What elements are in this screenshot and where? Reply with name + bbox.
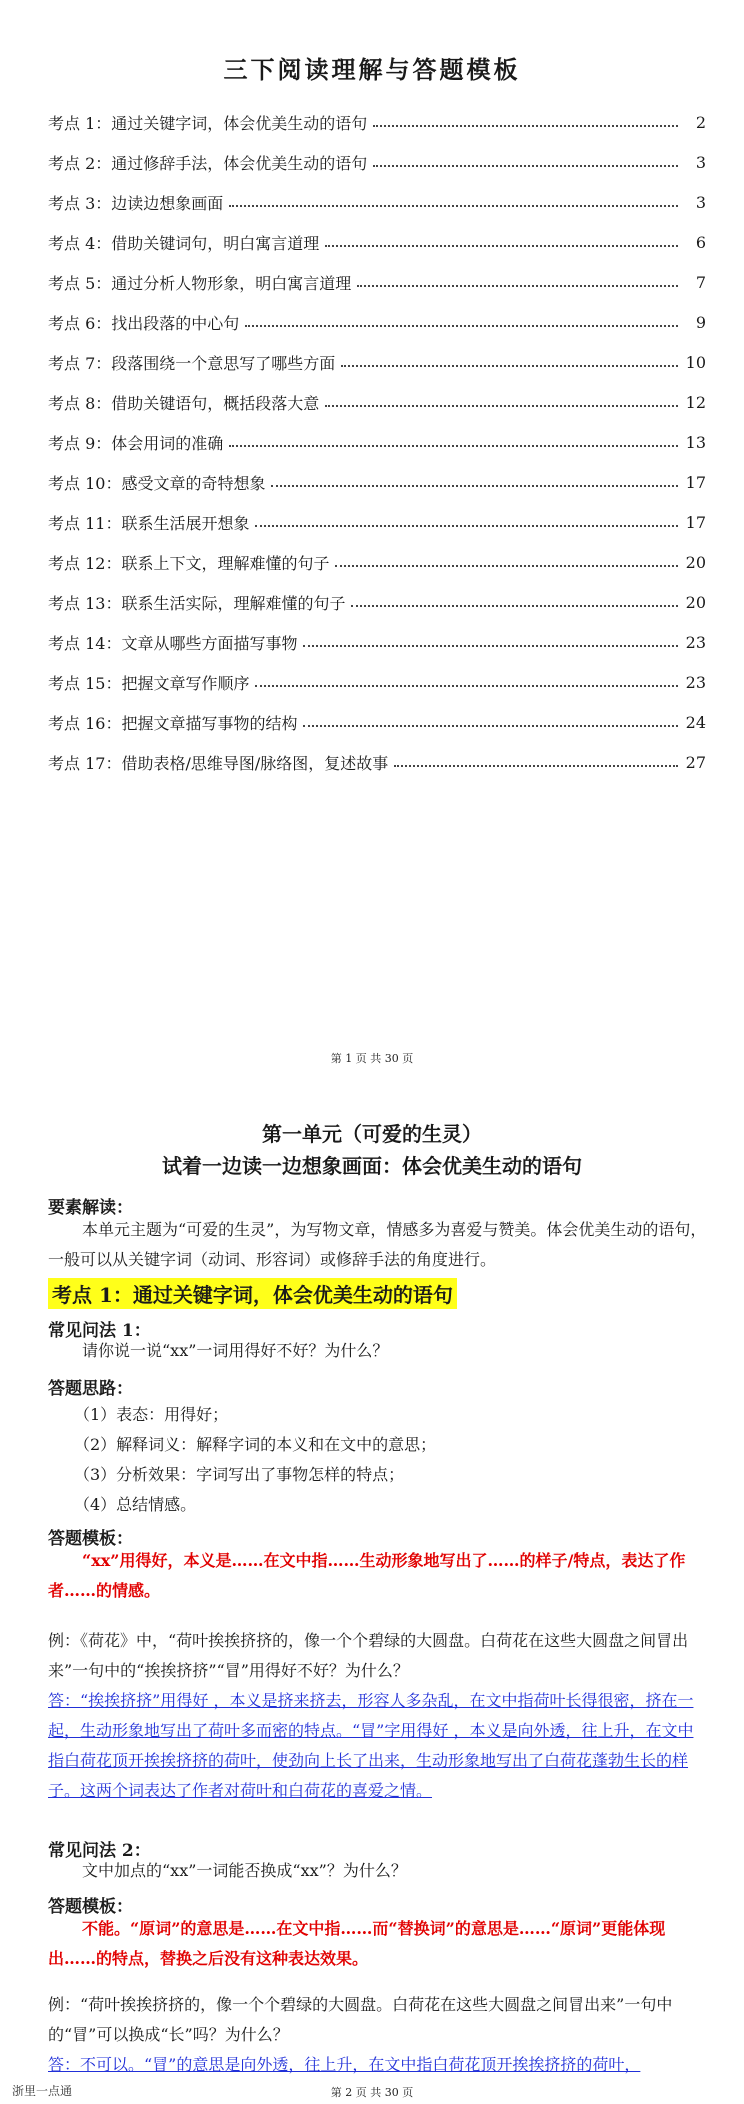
toc-page-number: 10: [685, 352, 706, 372]
page-footer: 第 1 页 共 30 页: [330, 1052, 414, 1065]
toc-entry[interactable]: [48, 102, 706, 142]
toc-entry-label: 考点 14：文章从哪些方面描写事物: [48, 633, 298, 653]
toc-page-number: 7: [695, 272, 706, 292]
toc-page-number: 23: [685, 672, 706, 692]
toc-entry-label: 考点 2：通过修辞手法，体会优美生动的语句: [48, 153, 368, 173]
toc-entry[interactable]: [48, 422, 706, 462]
toc-entry-label: 考点 15：把握文章写作顺序: [48, 673, 250, 693]
idea-label: 答题思路：: [48, 1379, 133, 1399]
toc-entry-label: 考点 3：边读边想象画面: [48, 193, 224, 213]
toc-leader-dots: [351, 605, 678, 607]
watermark-text: 浙里一点通: [12, 2084, 73, 2098]
toc-entry[interactable]: [48, 182, 706, 222]
q1-text: 请你说一说“xx”一词用得好不好？为什么？: [82, 1341, 389, 1360]
toc-leader-dots: [229, 205, 678, 207]
toc-leader-dots: [255, 685, 678, 687]
toc-page-number: 20: [685, 592, 706, 612]
answer-1: 答：“挨挨挤挤”用得好 ，本义是挤来挤去，形容人多杂乱，在文中指荷叶长得很密，挤在一起，生动形象地写出了荷叶多而密的特点。“冒”字用得好 ，本义是向外透，往上升，在文中指白荷花顶开挨挨挤挤的荷叶，使劲向上长了出来，生动形象地写出了白荷花蓬勃生长的样子。这两个词表达了作者对荷叶和白荷花的喜爱之情。: [48, 1691, 694, 1800]
idea-item: （1）表态：用得好；: [74, 1405, 229, 1424]
example-2: 例：“荷叶挨挨挤挤的，像一个个碧绿的大圆盘。白荷花在这些大圆盘之间冒出来”一句中的“冒”可以换成“长”吗？为什么？: [48, 1995, 673, 2044]
idea-item: （3）分析效果：字词写出了事物怎样的特点；: [74, 1465, 405, 1484]
toc-page-number: 6: [695, 232, 706, 252]
page-footer: 第 2 页 共 30 页: [330, 2086, 414, 2099]
toc-page-number: 12: [685, 392, 706, 412]
document-title: 三下阅读理解与答题模板: [223, 55, 521, 84]
toc-leader-dots: [325, 405, 678, 407]
template-label: 答题模板：: [48, 1529, 133, 1549]
toc-entry[interactable]: [48, 502, 706, 542]
toc-entry-label: 考点 6：找出段落的中心句: [48, 313, 240, 333]
toc-entry[interactable]: [48, 222, 706, 262]
table-of-contents: [48, 102, 706, 782]
toc-page-number: 27: [685, 752, 706, 772]
answer-template-2: 不能。“原词”的意思是……在文中指……而“替换词”的意思是……“原词”更能体现出……的特点，替换之后没有这种表达效果。: [48, 1919, 666, 1968]
toc-leader-dots: [271, 485, 678, 487]
toc-page-number: 17: [685, 512, 706, 532]
toc-entry-label: 考点 7：段落围绕一个意思写了哪些方面: [48, 353, 336, 373]
toc-entry[interactable]: [48, 382, 706, 422]
toc-leader-dots: [373, 125, 678, 127]
answer-2: 答：不可以。“冒”的意思是向外透，往上升，在文中指白荷花顶开挨挨挤挤的荷叶，: [48, 2055, 641, 2074]
toc-page-number: 24: [685, 712, 706, 732]
page-2: [0, 1090, 744, 2104]
toc-leader-dots: [373, 165, 678, 167]
kp1-heading: [48, 1278, 708, 1309]
answer-template-1: “xx”用得好，本义是……在文中指……生动形象地写出了……的样子/特点，表达了作者……的情感。: [48, 1551, 686, 1600]
toc-page-number: 23: [685, 632, 706, 652]
toc-leader-dots: [357, 285, 678, 287]
toc-page-number: 17: [685, 472, 706, 492]
toc-entry-label: 考点 11：联系生活展开想象: [48, 513, 250, 533]
idea-item: （4）总结情感。: [74, 1495, 197, 1514]
section-subtitle: 试着一边读一边想象画面：体会优美生动的语句: [162, 1154, 582, 1178]
toc-leader-dots: [255, 525, 678, 527]
toc-entry-label: 考点 13：联系生活实际，理解难懂的句子: [48, 593, 346, 613]
toc-entry-label: 考点 4：借助关键词句，明白寓言道理: [48, 233, 320, 253]
toc-entry[interactable]: [48, 742, 706, 782]
toc-page-number: 20: [685, 552, 706, 572]
toc-page-number: 3: [695, 192, 706, 212]
elements-text: 本单元主题为“可爱的生灵”，为写物文章，情感多为喜爱与赞美。体会优美生动的语句，一般可以从关键字词（动词、形容词）或修辞手法的角度进行。: [48, 1220, 707, 1269]
q1-label: 常见问法 1：: [48, 1321, 151, 1341]
toc-leader-dots: [335, 565, 678, 567]
toc-leader-dots: [229, 445, 678, 447]
toc-entry[interactable]: [48, 462, 706, 502]
toc-entry-label: 考点 12：联系上下文，理解难懂的句子: [48, 553, 330, 573]
toc-leader-dots: [394, 765, 678, 767]
toc-entry[interactable]: [48, 262, 706, 302]
example-1: 例：《荷花》中，“荷叶挨挨挤挤的，像一个个碧绿的大圆盘。白荷花在这些大圆盘之间冒出来”一句中的“挨挨挤挤”“冒”用得好不好？为什么？: [48, 1631, 689, 1680]
toc-entry-label: 考点 8：借助关键语句，概括段落大意: [48, 393, 320, 413]
toc-entry-label: 考点 9：体会用词的准确: [48, 433, 224, 453]
idea-item: （2）解释词义：解释字词的本义和在文中的意思；: [74, 1435, 437, 1454]
q2-label: 常见问法 2：: [48, 1841, 151, 1861]
toc-leader-dots: [245, 325, 678, 327]
toc-entry[interactable]: [48, 582, 706, 622]
toc-leader-dots: [341, 365, 678, 367]
toc-entry[interactable]: [48, 302, 706, 342]
toc-page-number: 2: [695, 112, 706, 132]
toc-entry[interactable]: [48, 662, 706, 702]
toc-entry[interactable]: [48, 142, 706, 182]
template-label-2: 答题模板：: [48, 1897, 133, 1917]
toc-page-number: 13: [685, 432, 706, 452]
toc-leader-dots: [303, 645, 678, 647]
toc-entry-label: 考点 1：通过关键字词，体会优美生动的语句: [48, 113, 368, 133]
kp1-highlight: 考点 1：通过关键字词，体会优美生动的语句: [48, 1278, 457, 1309]
toc-entry[interactable]: [48, 622, 706, 662]
toc-entry-label: 考点 17：借助表格/思维导图/脉络图，复述故事: [48, 753, 389, 773]
toc-leader-dots: [325, 245, 678, 247]
toc-leader-dots: [303, 725, 678, 727]
toc-entry[interactable]: [48, 702, 706, 742]
toc-page-number: 3: [695, 152, 706, 172]
toc-entry-label: 考点 16：把握文章描写事物的结构: [48, 713, 298, 733]
toc-entry[interactable]: [48, 542, 706, 582]
toc-entry-label: 考点 5：通过分析人物形象，明白寓言道理: [48, 273, 352, 293]
unit-title: 第一单元（可爱的生灵）: [262, 1122, 482, 1146]
toc-page-number: 9: [695, 312, 706, 332]
q2-text: 文中加点的“xx”一词能否换成“xx”？为什么？: [82, 1861, 407, 1880]
elements-label: 要素解读：: [48, 1198, 133, 1218]
toc-entry[interactable]: [48, 342, 706, 382]
toc-entry-label: 考点 10：感受文章的奇特想象: [48, 473, 266, 493]
